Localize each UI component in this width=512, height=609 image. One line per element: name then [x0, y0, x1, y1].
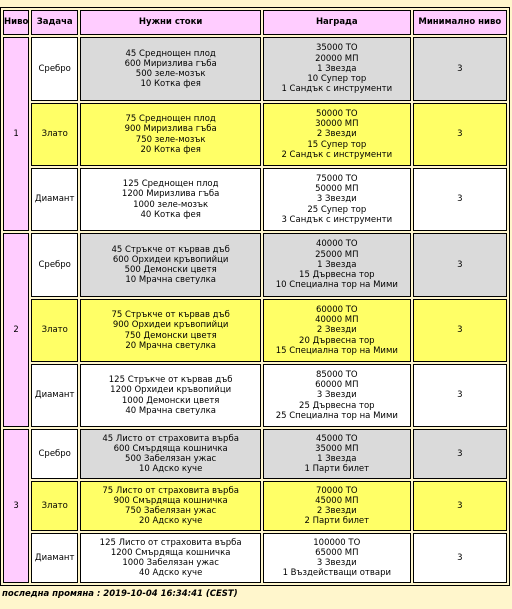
required-item: 1200 Смърдяща кошничка	[110, 547, 231, 558]
task-cell: Злато	[31, 103, 78, 166]
required-item: 1200 Миризлива гъба	[121, 189, 220, 200]
reward-item: 1 Парти билет	[304, 464, 370, 475]
header-reward: Награда	[263, 10, 411, 35]
reward-item: 35000 МП	[315, 443, 359, 454]
required-item: 125 Стръкче от кървав дъб	[108, 375, 233, 386]
reward-item: 15 Специална тор на Мими	[275, 345, 398, 356]
required-goods-cell	[80, 37, 261, 101]
reward-item: 60000 ТО	[315, 304, 358, 315]
required-item: 1000 зеле-мозък	[133, 199, 209, 210]
min-level-cell: 3	[413, 364, 507, 427]
required-item: 900 Миризлива гъба	[124, 124, 217, 135]
min-level-cell: 3	[413, 168, 507, 231]
min-level-cell: 3	[413, 481, 507, 531]
required-item: 75 Стръкче от кървав дъб	[111, 310, 230, 321]
reward-item: 45000 ТО	[315, 433, 358, 444]
reward-item: 25 Специална тор на Мими	[275, 410, 398, 421]
required-goods-cell	[80, 364, 261, 427]
required-item: 1000 Забелязан ужас	[122, 558, 219, 568]
header-task: Задача	[31, 10, 78, 35]
reward-item: 20 Дървесна тор	[299, 335, 375, 346]
table-row	[3, 364, 507, 427]
reward-cell	[263, 364, 411, 427]
level-cell: 2	[3, 233, 29, 427]
required-item: 600 Орхидеи кръвопийци	[112, 254, 229, 265]
table-row	[3, 168, 507, 231]
required-item: 20 Адско куче	[138, 516, 203, 527]
required-goods-cell	[80, 533, 261, 583]
table-row	[3, 299, 507, 362]
required-item: 45 Листо от страховита върба	[102, 433, 239, 444]
min-level-cell: 3	[413, 533, 507, 583]
task-cell: Диамант	[31, 533, 78, 583]
reward-item: 45000 МП	[315, 495, 359, 506]
required-item: 750 зеле-мозък	[135, 134, 206, 145]
required-item: 40 Мрачна светулка	[125, 405, 216, 416]
required-item: 125 Среднощен плод	[122, 179, 219, 190]
reward-item: 1 Звезда	[317, 259, 357, 270]
required-item: 750 Демонски цветя	[124, 330, 217, 341]
reward-cell	[263, 429, 411, 479]
task-cell: Сребро	[31, 429, 78, 479]
required-item: 75 Среднощен плод	[125, 114, 216, 125]
level-cell: 1	[3, 37, 29, 231]
table-row	[3, 533, 507, 583]
required-item: 750 Забелязан ужас	[125, 506, 217, 516]
reward-cell	[263, 299, 411, 362]
header-level: Ниво	[3, 10, 29, 35]
required-item: 600 Смърдяща кошничка	[113, 443, 228, 454]
required-item: 500 Демонски цветя	[124, 265, 217, 275]
task-cell: Диамант	[31, 168, 78, 231]
reward-item: 40000 МП	[315, 315, 359, 326]
table-row	[3, 429, 507, 479]
reward-item: 3 Звезди	[316, 194, 357, 205]
header-row	[3, 10, 507, 35]
last-modified: последна промяна : 2019-10-04 16:34:41 (CEST)	[2, 589, 238, 599]
min-level-cell: 3	[413, 429, 507, 479]
reward-item: 65000 МП	[315, 547, 359, 558]
required-goods-cell	[80, 233, 261, 297]
reward-item: 35000 ТО	[315, 43, 358, 54]
required-item: 45 Стръкче от кървав дъб	[111, 244, 230, 255]
reward-item: 30000 МП	[315, 119, 359, 130]
reward-item: 15 Супер тор	[307, 139, 367, 150]
reward-item: 1 Звезда	[317, 63, 357, 74]
reward-cell	[263, 168, 411, 231]
task-cell: Диамант	[31, 364, 78, 427]
required-goods-cell	[80, 429, 261, 479]
reward-item: 25 Супер тор	[307, 204, 367, 215]
required-goods-cell	[80, 299, 261, 362]
required-item: 125 Листо от страховита върба	[99, 537, 242, 548]
table-row	[3, 481, 507, 531]
reward-item: 1 Въздействащи отвари	[282, 568, 392, 579]
min-level-cell: 3	[413, 37, 507, 101]
required-item: 10 Мрачна светулка	[125, 275, 216, 286]
reward-cell	[263, 481, 411, 531]
level-cell: 3	[3, 429, 29, 583]
reward-item: 2 Звезди	[316, 506, 357, 516]
quest-table	[0, 7, 510, 586]
reward-cell	[263, 103, 411, 166]
reward-item: 2 Звезди	[316, 129, 357, 140]
reward-item: 1 Сандък с инструменти	[281, 84, 393, 95]
reward-item: 70000 ТО	[315, 485, 358, 496]
reward-item: 10 Специална тор на Мими	[275, 280, 398, 291]
required-item: 75 Листо от страховита върба	[102, 485, 239, 496]
reward-item: 3 Звезди	[316, 558, 357, 568]
reward-item: 50000 МП	[315, 184, 359, 195]
reward-item: 15 Дървесна тор	[299, 270, 375, 281]
task-cell: Злато	[31, 481, 78, 531]
reward-item: 2 Сандък с инструменти	[281, 149, 393, 160]
reward-item: 20000 МП	[315, 53, 359, 64]
min-level-cell: 3	[413, 103, 507, 166]
required-item: 40 Котка фея	[140, 209, 201, 220]
required-item: 45 Среднощен плод	[125, 48, 216, 59]
required-goods-cell	[80, 103, 261, 166]
header-required: Нужни стоки	[80, 10, 261, 35]
table-body	[3, 37, 507, 583]
header-min-level: Минимално ниво	[413, 10, 507, 35]
table-row	[3, 233, 507, 297]
reward-item: 10 Супер тор	[307, 74, 367, 85]
required-item: 1000 Демонски цветя	[121, 395, 220, 406]
required-item: 10 Котка фея	[140, 79, 201, 90]
reward-item: 3 Сандък с инструменти	[281, 214, 393, 225]
reward-item: 50000 ТО	[315, 108, 358, 119]
required-item: 20 Котка фея	[140, 144, 201, 155]
task-cell: Сребро	[31, 233, 78, 297]
reward-item: 40000 ТО	[315, 239, 358, 250]
required-item: 10 Адско куче	[138, 464, 203, 475]
min-level-cell: 3	[413, 299, 507, 362]
task-cell: Сребро	[31, 37, 78, 101]
required-item: 600 Миризлива гъба	[124, 58, 217, 69]
required-item: 500 Забелязан ужас	[125, 454, 217, 464]
min-level-cell: 3	[413, 233, 507, 297]
required-item: 900 Смърдяща кошничка	[113, 495, 228, 506]
reward-item: 3 Звезди	[316, 390, 357, 401]
reward-item: 100000 ТО	[313, 537, 361, 548]
required-goods-cell	[80, 168, 261, 231]
reward-cell	[263, 533, 411, 583]
required-goods-cell	[80, 481, 261, 531]
reward-item: 2 Звезди	[316, 325, 357, 336]
reward-item: 2 Парти билет	[304, 516, 370, 527]
table-row	[3, 37, 507, 101]
required-item: 20 Мрачна светулка	[125, 340, 216, 351]
reward-cell	[263, 233, 411, 297]
task-cell: Злато	[31, 299, 78, 362]
required-item: 1200 Орхидеи кръвопийци	[110, 385, 232, 396]
required-item: 40 Адско куче	[138, 568, 203, 579]
required-item: 500 зеле-мозък	[135, 69, 206, 79]
reward-item: 25000 МП	[315, 249, 359, 260]
required-item: 900 Орхидеи кръвопийци	[112, 320, 229, 331]
reward-cell	[263, 37, 411, 101]
reward-item: 75000 ТО	[315, 173, 358, 184]
table-row	[3, 103, 507, 166]
reward-item: 1 Звезда	[317, 454, 357, 464]
reward-item: 85000 ТО	[315, 369, 358, 380]
reward-item: 25 Дървесна тор	[299, 400, 375, 411]
reward-item: 60000 МП	[315, 380, 359, 391]
